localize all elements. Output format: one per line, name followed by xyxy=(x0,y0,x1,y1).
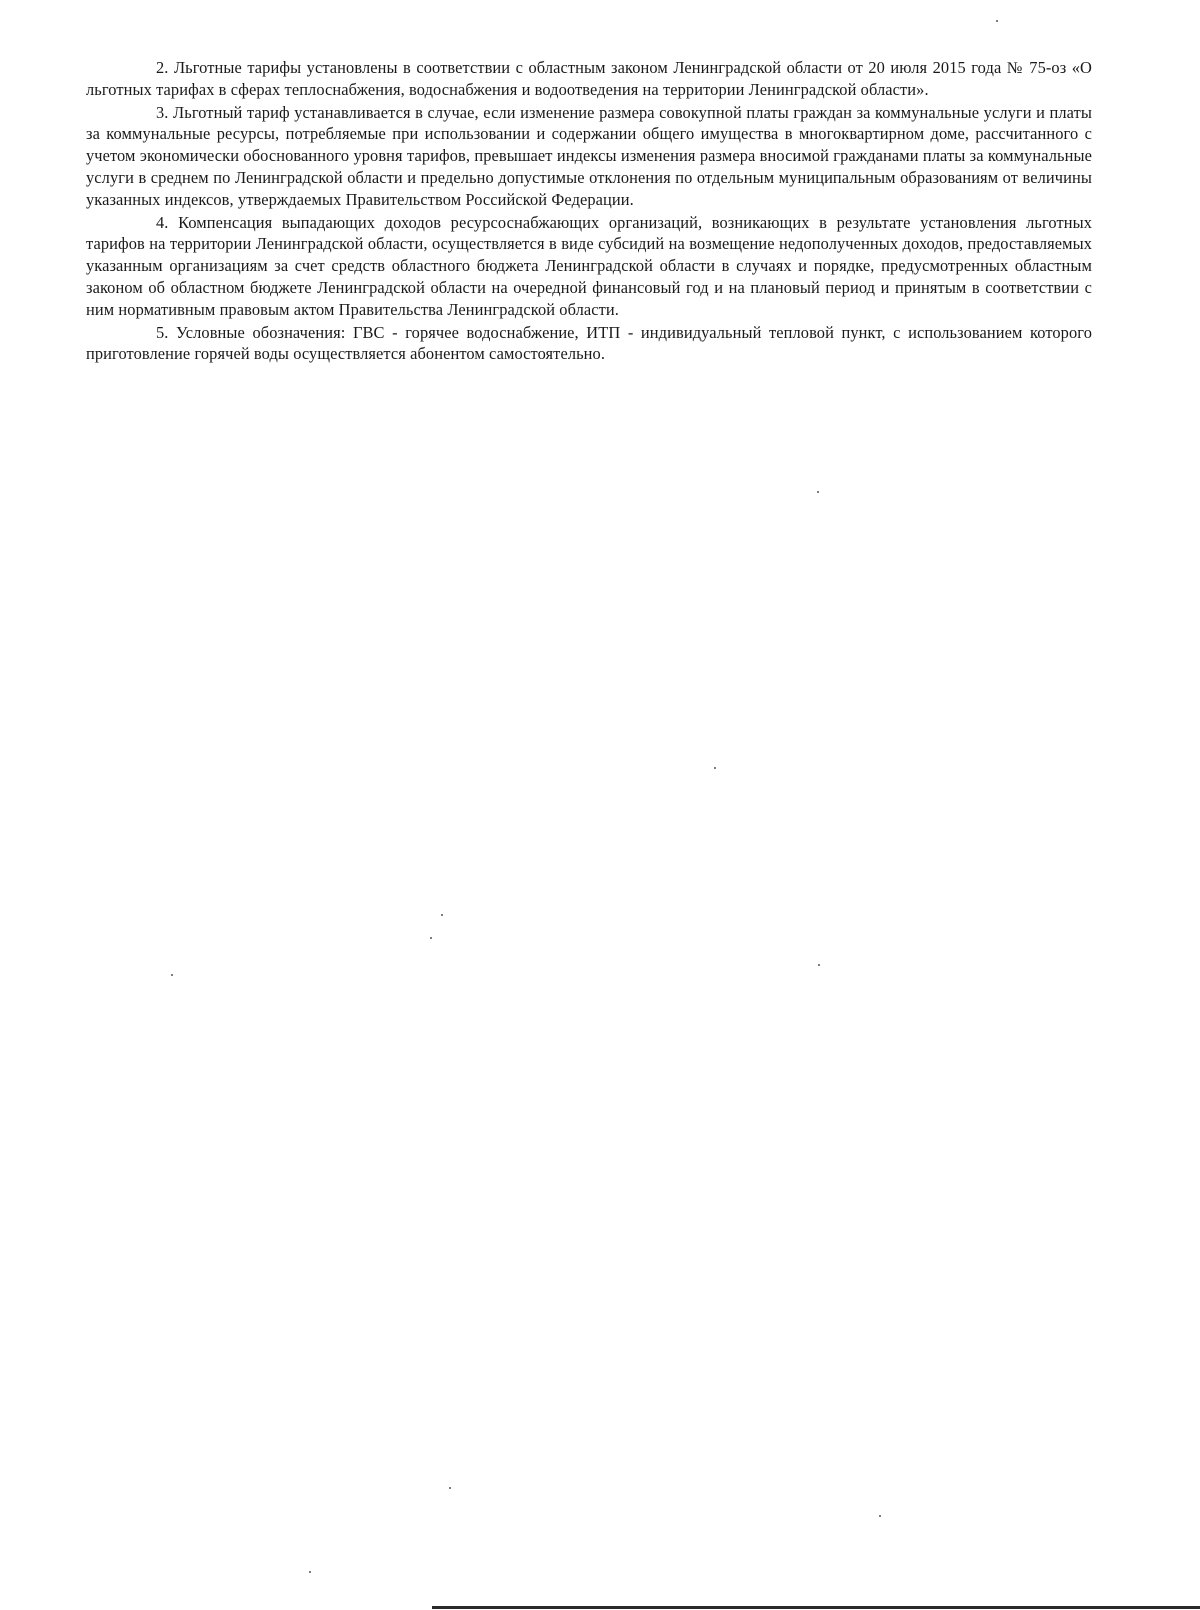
scan-speck xyxy=(879,1515,881,1517)
scan-speck xyxy=(309,1571,311,1573)
scan-speck xyxy=(817,491,819,493)
scan-speck xyxy=(171,974,173,976)
scan-speck xyxy=(818,964,820,966)
paragraph-5: 5. Условные обозначения: ГВС - горячее водоснабжение, ИТП - индивидуальный тепловой пункт, с использованием которого приготовление горячей воды осуществляется абонентом самостоятельно. xyxy=(86,322,1092,364)
scan-speck xyxy=(441,914,443,916)
scan-edge-line xyxy=(432,1606,1200,1609)
scan-speck xyxy=(430,937,432,939)
scan-speck xyxy=(449,1487,451,1489)
scan-speck xyxy=(996,20,998,22)
paragraph-3: 3. Льготный тариф устанавливается в случае, если изменение размера совокупной платы граждан за коммунальные услуги и платы за коммунальные ресурсы, потребляемые при использовании и содержании общего имущества в многоквартирном доме, рассчитанного с учетом экономически обоснованного уровня тарифов, превышает индексы изменения размера вносимой гражданами платы за коммунальные услуги в среднем по Ленинградской области и предельно допустимые отклонения по отдельным муниципальным образованиям от величины указанных индексов, утверждаемых Правительством Российской Федерации. xyxy=(86,102,1092,209)
paragraph-2: 2. Льготные тарифы установлены в соответствии с областным законом Ленинградской области от 20 июля 2015 года № 75-оз «О льготных тарифах в сферах теплоснабжения, водоснабжения и водоотведения на территории Ленинградской области». xyxy=(86,58,1092,99)
paragraph-4: 4. Компенсация выпадающих доходов ресурсоснабжающих организаций, возникающих в результате установления льготных тарифов на территории Ленинградской области, осуществляется в виде субсидий на возмещение недополученных доходов, предоставляемых указанным организациям за счет средств областного бюджета Ленинградской области в случаях и порядке, предусмотренных областным законом об областном бюджете Ленинградской области на очередной финансовый год и на плановый период и принятым в соответствии с ним нормативным правовым актом Правительства Ленинградской области. xyxy=(86,212,1092,319)
scan-speck xyxy=(714,767,716,769)
document-body xyxy=(86,57,1092,366)
